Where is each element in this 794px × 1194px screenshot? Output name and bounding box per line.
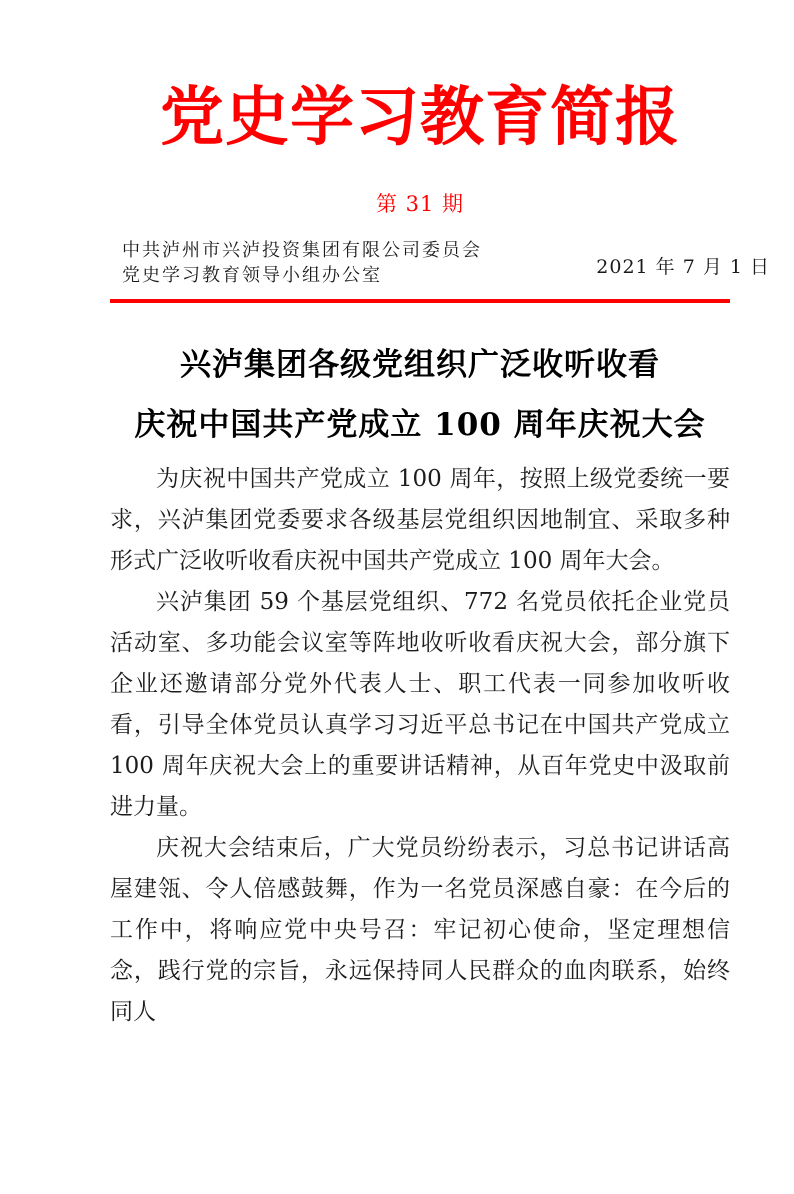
publisher-line-1: 中共泸州市兴泸投资集团有限公司委员会 bbox=[122, 240, 482, 261]
masthead bbox=[110, 80, 770, 303]
bulletin-page bbox=[0, 80, 794, 1194]
bulletin-title: 党史学习教育简报 bbox=[160, 80, 680, 155]
publisher-line-2: 党史学习教育领导小组办公室 bbox=[122, 265, 382, 286]
publisher-row bbox=[110, 238, 770, 288]
issue-date: 2021 年 7 月 1 日 bbox=[596, 256, 770, 278]
content-column bbox=[110, 80, 770, 1033]
article-paragraph-1: 为庆祝中国共产党成立 100 周年，按照上级党委统一要求，兴泸集团党委要求各级基层党组织因地制宜、采取多种形式广泛收听收看庆祝中国共产党成立 100 周年大会。 bbox=[110, 466, 730, 574]
article-paragraph-2: 兴泸集团 59 个基层党组织、772 名党员依托企业党员活动室、多功能会议室等阵地收听收看庆祝大会，部分旗下企业还邀请部分党外代表人士、职工代表一同参加收听收看，引导全体党员认真学习习近平总书记在中国共产党成立 100 周年庆祝大会上的重要讲话精神，从百年党史中汲取前进力量。 bbox=[110, 589, 730, 820]
article-body bbox=[110, 459, 730, 1033]
article-title bbox=[110, 335, 730, 455]
article bbox=[110, 335, 730, 1033]
red-divider-rule bbox=[110, 299, 730, 303]
article-title-line-2: 庆祝中国共产党成立 100 周年庆祝大会 bbox=[134, 407, 706, 443]
issue-number: 第 31 期 bbox=[375, 192, 465, 216]
article-title-line-1: 兴泸集团各级党组织广泛收听收看 bbox=[180, 347, 660, 383]
article-paragraph-3: 庆祝大会结束后，广大党员纷纷表示，习总书记讲话高屋建瓴、令人倍感鼓舞，作为一名党员深感自豪：在今后的工作中，将响应党中央号召：牢记初心使命，坚定理想信念，践行党的宗旨，永远保持同人民群众的血肉联系，始终同人 bbox=[110, 835, 730, 1025]
